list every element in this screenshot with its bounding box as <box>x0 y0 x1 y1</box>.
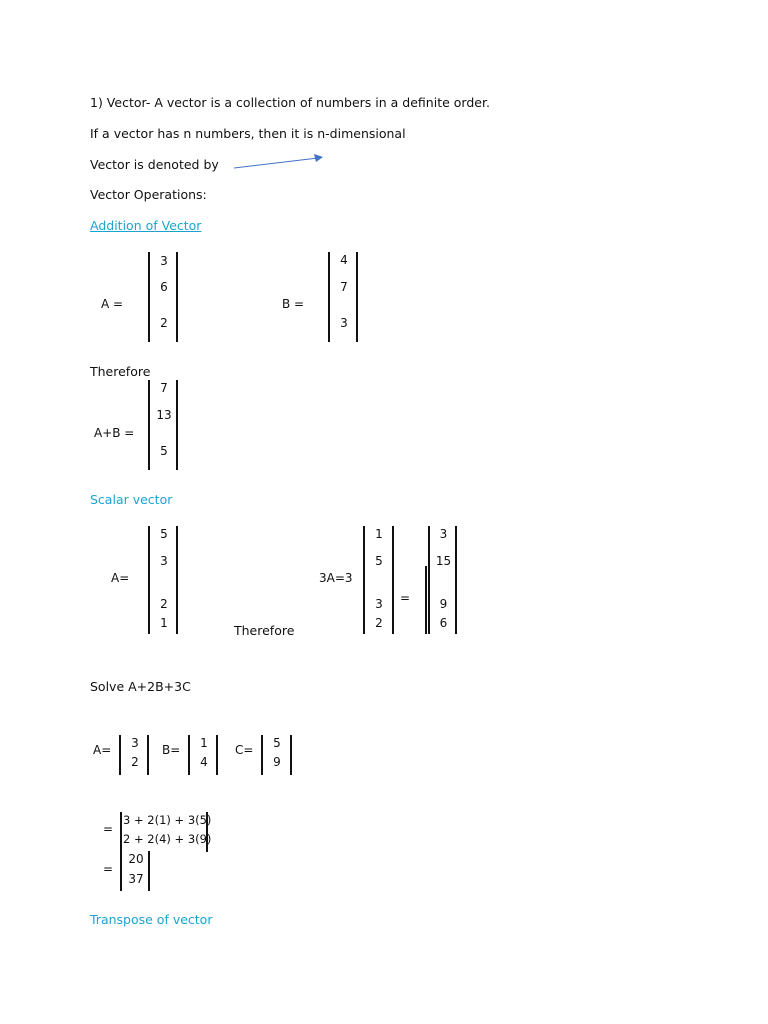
scalar-therefore: Therefore <box>234 623 295 638</box>
vector-entry: 2 <box>131 755 139 769</box>
vector-arrow-icon <box>230 150 330 172</box>
expression-row: 2 + 2(4) + 3(9) <box>123 832 212 846</box>
definition-line: 1) Vector- A vector is a collection of numbers in a definite order. <box>90 95 490 110</box>
dimension-line: If a vector has n numbers, then it is n-dimensional <box>90 126 406 141</box>
vector-entry: 3 <box>160 554 168 568</box>
bracket-left-inner <box>425 566 427 634</box>
addition-a-label: A = <box>101 297 124 311</box>
solve-equals-1: = <box>103 822 114 836</box>
expression-row: 3 + 2(1) + 3(5) <box>123 813 212 827</box>
vector-entry: 15 <box>435 554 452 568</box>
scalar-expression-label: 3A=3 <box>319 571 353 585</box>
vector-entry: 5 <box>160 527 168 541</box>
addition-therefore: Therefore <box>90 364 151 379</box>
scalar-heading: Scalar vector <box>90 492 173 507</box>
solve-b-label: B= <box>162 743 181 757</box>
vector-entry: 37 <box>128 872 144 886</box>
vector-entry: 1 <box>160 616 168 630</box>
vector-entry: 3 <box>160 254 168 268</box>
vector-entry: 5 <box>273 736 281 750</box>
denoted-by-line: Vector is denoted by <box>90 157 219 172</box>
scalar-a-label: A= <box>111 571 130 585</box>
vector-entry: 13 <box>156 408 172 422</box>
addition-b-label: B = <box>282 297 305 311</box>
vector-entry: 1 <box>375 527 383 541</box>
vector-entry: 2 <box>375 616 383 630</box>
vector-entry: 4 <box>340 253 348 267</box>
bracket-left <box>120 812 122 852</box>
vector-entry: 9 <box>439 597 448 611</box>
vector-entry: 9 <box>273 755 281 769</box>
vector-entry: 5 <box>375 554 383 568</box>
transpose-heading: Transpose of vector <box>90 912 213 927</box>
vector-entry: 2 <box>160 597 168 611</box>
vector-entry: 6 <box>439 616 448 630</box>
solve-a-label: A= <box>93 743 112 757</box>
vector-entry: 3 <box>340 316 348 330</box>
solve-equals-2: = <box>103 862 114 876</box>
solve-c-label: C= <box>235 743 254 757</box>
vector-entry: 5 <box>160 444 168 458</box>
vector-entry: 4 <box>200 755 208 769</box>
vector-entry: 20 <box>128 852 144 866</box>
vector-operations-heading: Vector Operations: <box>90 187 207 202</box>
vector-entry: 3 <box>439 527 448 541</box>
vector-entry: 6 <box>160 280 168 294</box>
addition-heading[interactable]: Addition of Vector <box>90 218 202 233</box>
vector-entry: 7 <box>340 280 348 294</box>
sum-label: A+B = <box>94 426 135 440</box>
vector-entry: 2 <box>160 316 168 330</box>
vector-entry: 3 <box>375 597 383 611</box>
vector-entry: 7 <box>160 381 168 395</box>
solve-title: Solve A+2B+3C <box>90 679 191 694</box>
vector-entry: 1 <box>200 736 208 750</box>
vector-entry: 3 <box>131 736 139 750</box>
scalar-equals: = <box>400 591 411 605</box>
